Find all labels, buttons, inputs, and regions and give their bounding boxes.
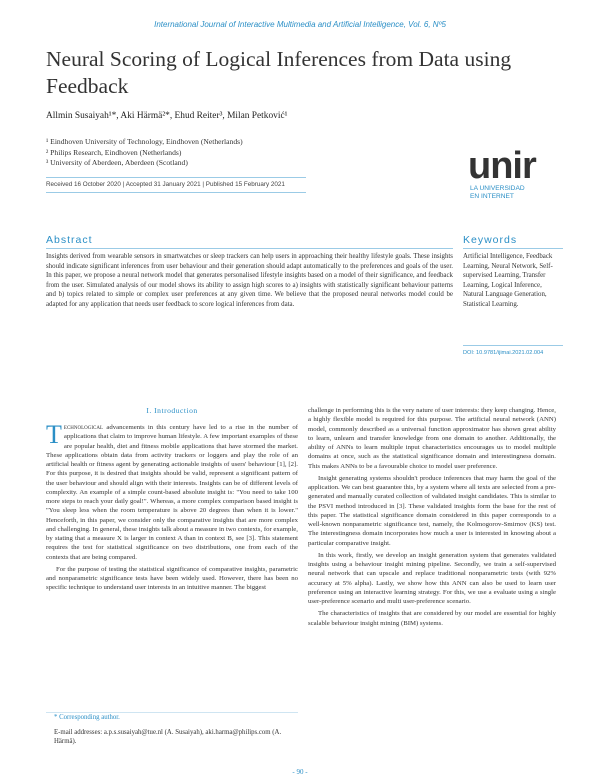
drop-cap: T bbox=[46, 420, 62, 449]
abstract-rule bbox=[46, 248, 453, 249]
unir-logo-text: unir bbox=[468, 147, 536, 183]
email-addresses: E-mail addresses: a.p.s.susaiyah@tue.nl (A. Susaiyah), aki.harma@philips.com (A. Härmä). bbox=[54, 729, 282, 746]
right-paragraph-3: In this work, firstly, we develop an insight generation system that generates validated insights using a behaviour insight mining pipeline. Secondly, we train a self-supervised neural network that can upscale and replace traditional nonparametric tests (with 92% accuracy at 5% alpha). Lastly, we show how this ANN can also be used to learn user preference using an interactive learning strategy. For this, we use a evaluate using a single user-preference scenario and multi user-preference scenario. bbox=[308, 551, 556, 605]
intro-first-word: echnological bbox=[63, 424, 104, 431]
affiliations bbox=[46, 137, 446, 169]
affiliation-3: ³ University of Aberdeen, Aberdeen (Scotland) bbox=[46, 158, 188, 167]
intro-paragraph-1 bbox=[46, 420, 298, 562]
footnote-rule bbox=[46, 712, 298, 713]
received-bottom-rule bbox=[46, 192, 306, 193]
doi-rule bbox=[463, 345, 563, 346]
affiliation-1: ¹ Eindhoven University of Technology, Eindhoven (Netherlands) bbox=[46, 137, 243, 146]
page-number: - 90 - bbox=[292, 768, 308, 776]
right-paragraph-4: The characteristics of insights that are considered by our model are essential for highly scalable behaviour insight mining (BIM) systems. bbox=[308, 610, 556, 627]
abstract-heading: Abstract bbox=[46, 234, 93, 246]
unir-logo bbox=[466, 147, 556, 183]
right-paragraph-1: challenge in performing this is the very nature of user interests: they keep changing. Hence, a highly flexible model is required for this purpose. The artificial neural network (ANN) model, commonly described as a universal function approximator has shown great ability to learn, unlearn and transfer knowledge from one domain to another. Additionally, the ability of ANNs to learn multiple input characteristics encourages us to model multiple domains at once, such as the statistical significance domain and interestingness domain. This makes ANNs to be a favourable choice to model user preference. bbox=[308, 407, 556, 470]
received-dates: Received 16 October 2020 | Accepted 31 January 2021 | Published 15 February 2021 bbox=[46, 181, 285, 188]
keywords-text: Artificial Intelligence, Feedback Learning, Neural Network, Self-supervised Learning, Transfer Learning, Logical Inference, Natural Language Generation, Statistical Learning. bbox=[463, 253, 553, 308]
journal-header: International Journal of Interactive Multimedia and Artificial Intelligence, Vol. 6, Nº5 bbox=[154, 20, 446, 29]
intro-paragraph-2: For the purpose of testing the statistical significance of comparative insights, parametric and nonparametric significance tests have been widely used. However, there has been no specific technique to understand user interests in an intuitive manner. The biggest bbox=[46, 565, 298, 592]
introduction-heading: I. Introduction bbox=[146, 406, 198, 415]
intro-paragraph-1-text: advancements in this century have led to a rise in the number of applications that claim to improve human lifestyle. A few important examples of these are popular health, diet and fitness mobile applications that have stormed the market. These applications obtain data from activity trackers or loggers and play the role of an artificial health or fitness agent by generating actionable insights of users' behaviour [1], [2]. For this purpose, it is desired that insights should be valid, represent a significant pattern of the user behaviour and should align with their interests. Insights can be of different levels of complexity. An example of a simple count-based absolute insight is: "You need to take 100 more steps to reach your daily goal!". Whereas, a more complex comparison based insight is "You sleep less when the room temperature is above 20 degrees than when it is lower." Henceforth, in this paper, we consider only the comparative insights that are more complex and challenging. In general, these insights talk about a measure in two contexts, for example, by stating that a measure X is larger in context A than in context B, see [3]. This statement requires the test for statistical significance on two distributions, one from each of the contexts that are being compared. bbox=[46, 424, 298, 561]
left-column bbox=[46, 420, 298, 596]
affiliation-2: ² Philips Research, Eindhoven (Netherlands) bbox=[46, 147, 182, 157]
unir-tagline bbox=[470, 185, 525, 201]
keywords-heading: Keywords bbox=[463, 234, 518, 246]
keywords-rule bbox=[463, 248, 563, 249]
right-paragraph-2: Insight generating systems shouldn't produce inferences that may harm the goal of the application. We can best guarantee this, by a system where all texts are selected from a pre-generated and manually curated collection of validated insight candidates. This is similar to the PSVI method introduced in [3]. These validated insights form the base for the rest of this paper. The statistical significance domain considered in this paper corresponds to a well-known nonparametric significance test, namely, the Kolmogorov-Smirnov (KS) test. The interestingness domain incorporates how much a user is interested in knowing about a particular comparative insight. bbox=[308, 474, 556, 547]
corresponding-author: * Corresponding author. bbox=[54, 714, 120, 721]
doi-link[interactable]: DOI: 10.9781/ijimai.2021.02.004 bbox=[463, 350, 544, 356]
right-column bbox=[308, 406, 556, 631]
unir-tagline-line2: EN INTERNET bbox=[470, 193, 514, 200]
authors: Allmin Susaiyah¹*, Aki Härmä²*, Ehud Reiter³, Milan Petković¹ bbox=[46, 111, 288, 121]
unir-tagline-line1: LA UNIVERSIDAD bbox=[470, 185, 525, 192]
paper-title: Neural Scoring of Logical Inferences from Data using Feedback bbox=[46, 47, 512, 98]
received-top-rule bbox=[46, 177, 306, 178]
abstract-text: Insights derived from wearable sensors in smartwatches or sleep trackers can help users in approaching their healthy lifestyle goals. These insights should indicate significant inferences from user behaviour and their generation should adapt automatically to the preferences and goals of the user. In this paper, we propose a neural network model that generates personalised lifestyle insights based on a model of their significance, and feedback from the user. Simulated analysis of our model shows its ability to assign high scores to a) insights with statistically significant behaviour patterns and b) topics related to simple or complex user preferences at any given time. We believe that the proposed neural networks model could be adapted for any application that needs user feedback to score logical inferences from data. bbox=[46, 253, 453, 308]
